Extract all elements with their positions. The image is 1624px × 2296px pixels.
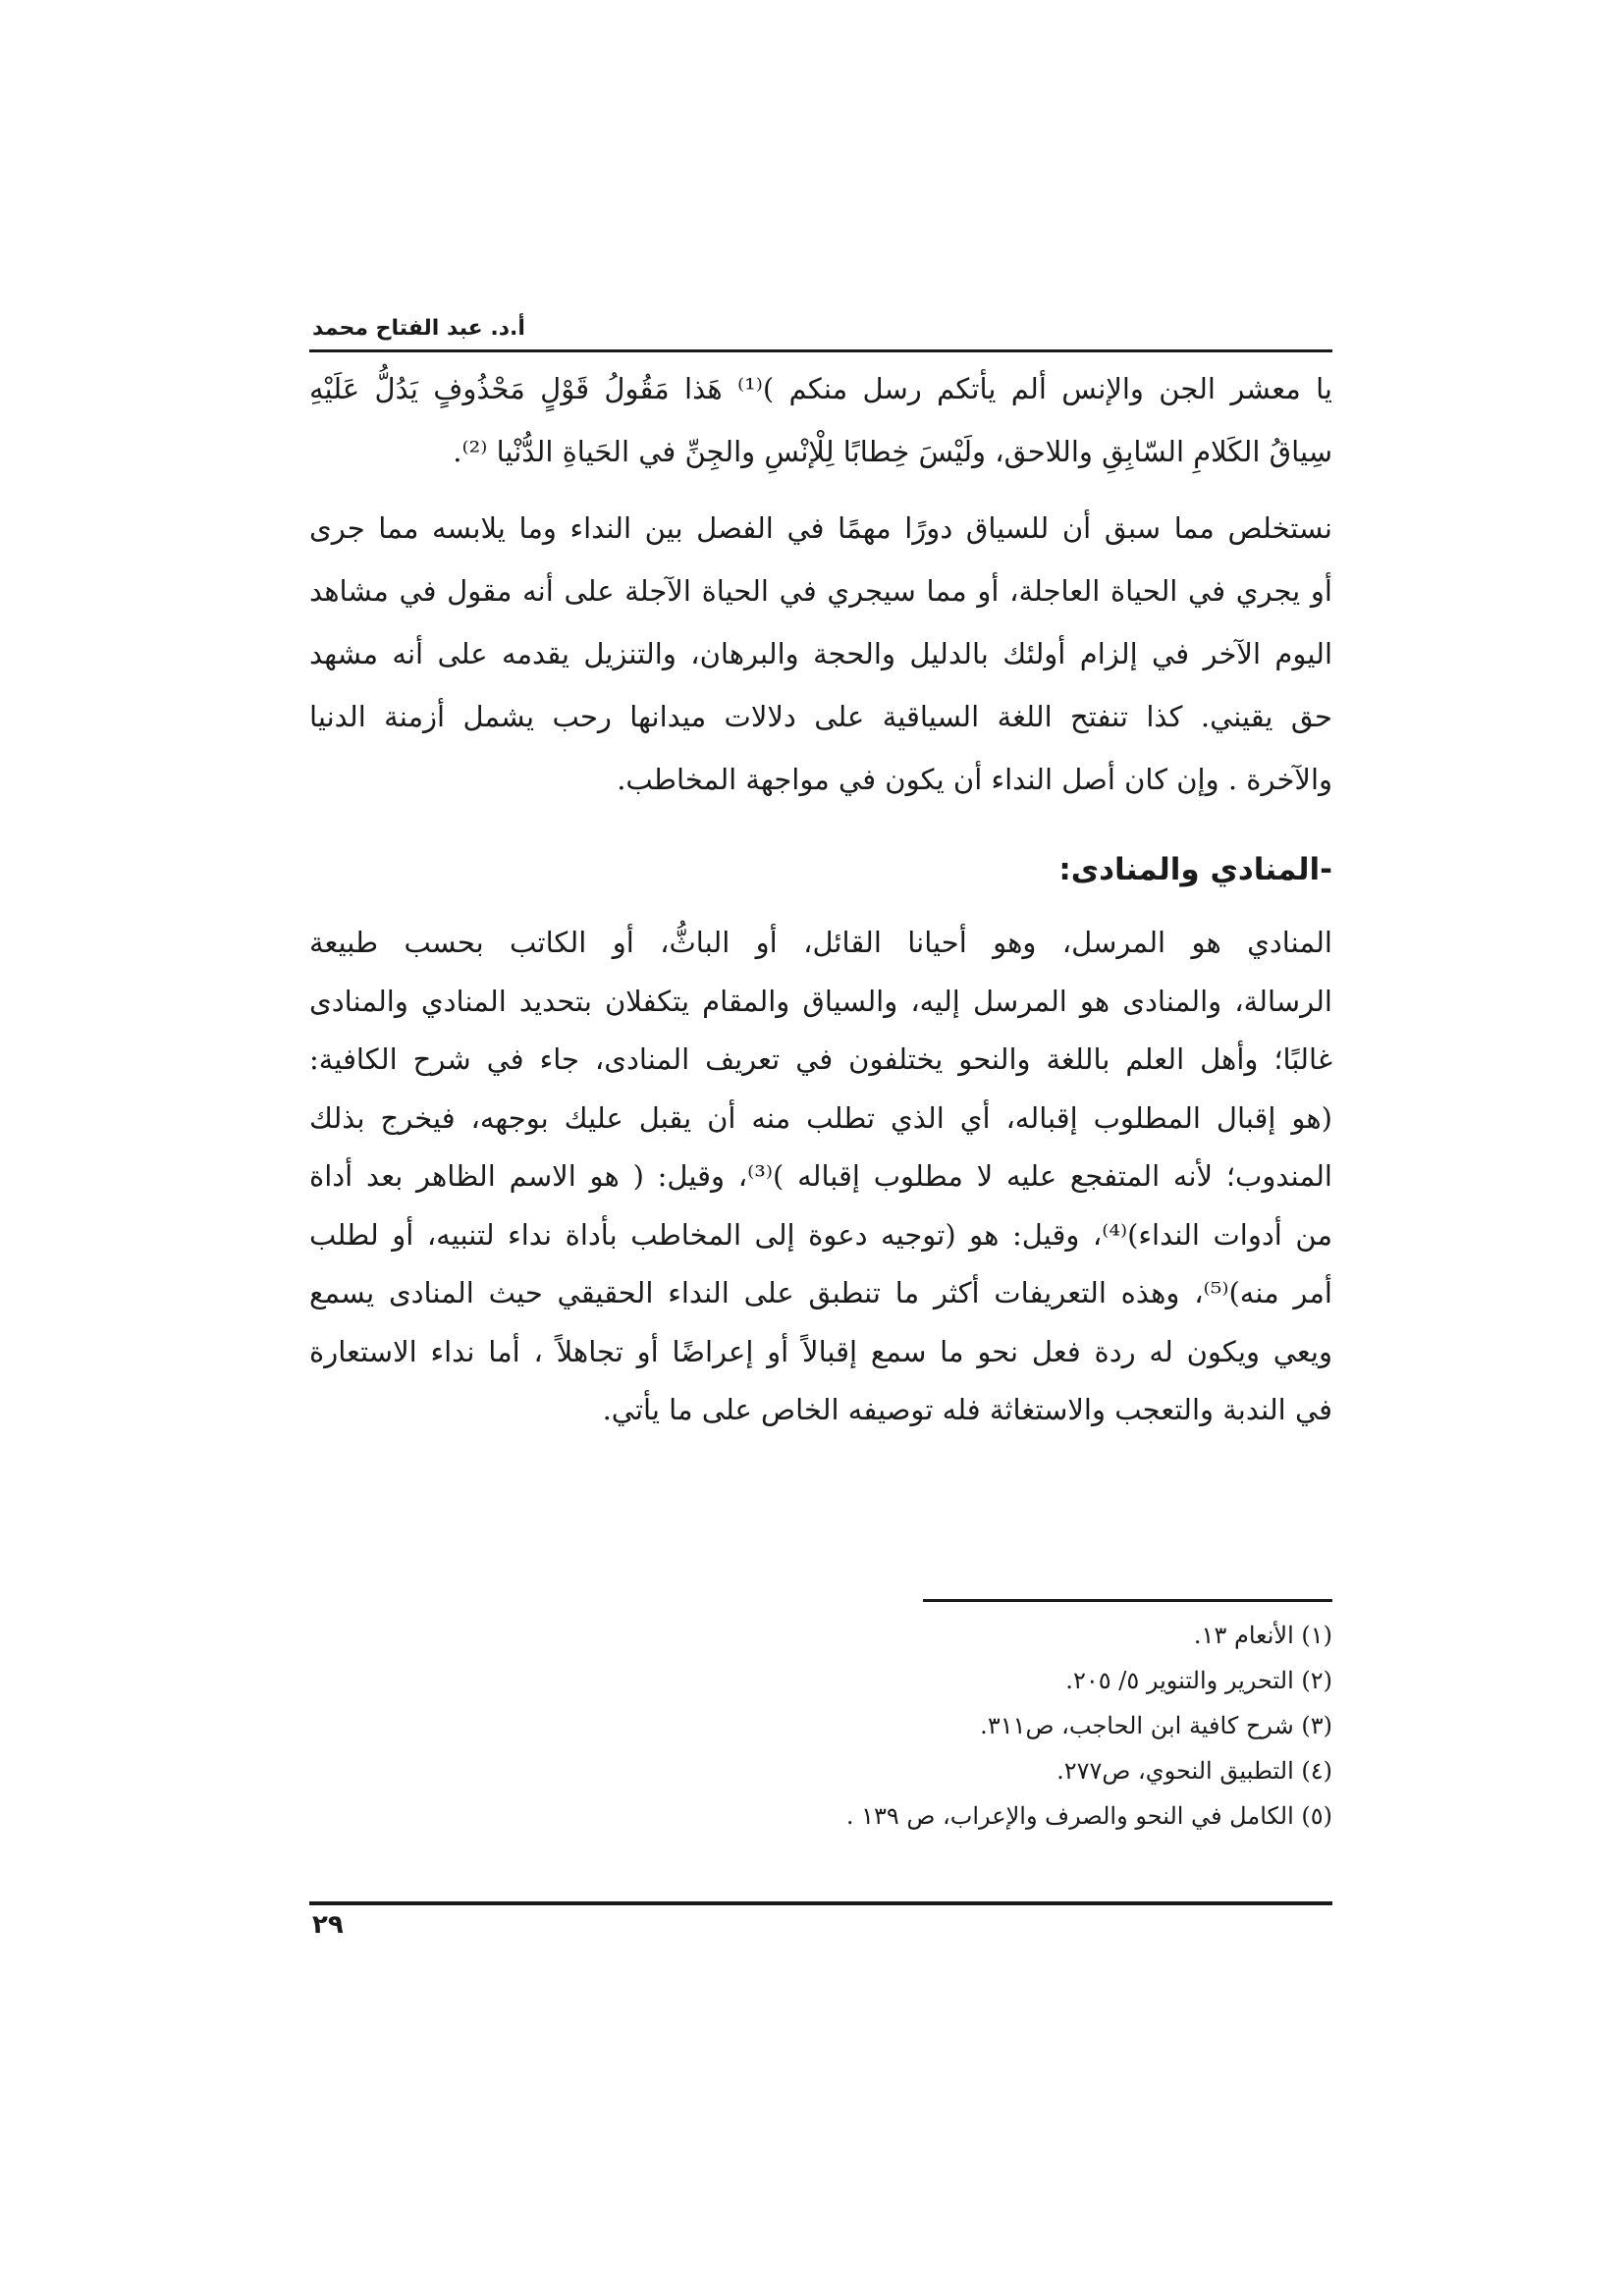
footnote-item: (٤) التطبيق النحوي، ص٢٧٧.: [1056, 1757, 1332, 1785]
summary-paragraph: [309, 497, 1332, 811]
text-line: حق يقيني. كذا تنفتح اللغة السياقية على دلالات ميدانها رحب يشمل أزمنة الدنيا: [309, 700, 1332, 733]
footnote-item: (٥) الكامل في النحو والصرف والإعراب، ص ١٣٩ .: [845, 1802, 1332, 1830]
text-line: أو يجري في الحياة العاجلة، أو مما سيجري في الحياة الآجلة على أنه مقول في مشاهد: [309, 574, 1332, 608]
text-line: المندوب؛ لأنه المتفجع عليه لا مطلوب إقباله )⁽³⁾، وقيل: ( هو الاسم الظاهر بعد أداة: [309, 1159, 1332, 1193]
section-heading: -المنادي والمنادى:: [1058, 852, 1332, 887]
footnote-separator: [923, 1599, 1332, 1602]
text-line: والآخرة . وإن كان أصل النداء أن يكون في مواجهة المخاطب.: [617, 763, 1332, 796]
continuation-paragraph: [309, 357, 1332, 483]
text-line: سِياقُ الكَلامِ السّابِقِ واللاحق، ولَيْسَ خِطابًا لِلْإنْسِ والجِنِّ في الحَياةِ الدُّنْيا ⁽²⁾.: [453, 435, 1332, 468]
footnote-item: (٢) التحرير والتنوير ٥/ ٢٠٥.: [1065, 1667, 1332, 1694]
running-header-author: أ.د. عبد الفتاح محمد: [312, 316, 525, 341]
text-line: غالبًا؛ وأهل العلم باللغة والنحو يختلفون في تعريف المنادى، جاء في شرح الكافية:: [309, 1042, 1332, 1076]
footnotes: [645, 1613, 1332, 1839]
footnote-item: (٣) شرح كافية ابن الحاجب، ص٣١١.: [980, 1712, 1332, 1739]
text-line: في الندبة والتعجب والاستغاثة فله توصيفه الخاص على ما يأتي.: [602, 1393, 1332, 1426]
text-line: أمر منه)⁽⁵⁾، وهذه التعريفات أكثر ما تنطبق على النداء الحقيقي حيث المنادى يسمع: [309, 1276, 1332, 1309]
page-number: ٢٩: [312, 1910, 344, 1940]
text-line: اليوم الآخر في إلزام أولئك بالدليل والحجة والبرهان، والتنزيل يقدمه على أنه مشهد: [309, 637, 1332, 670]
footnote-item: (١) الأنعام ١٣.: [1193, 1622, 1332, 1649]
text-line: ويعي ويكون له ردة فعل نحو ما سمع إقبالاً أو إعراضًا أو تجاهلاً ، أما نداء الاستعارة: [309, 1334, 1332, 1368]
text-line: المنادي هو المرسل، وهو أحيانا القائل، أو الباثُّ، أو الكاتب بحسب طبيعة: [309, 926, 1332, 959]
text-line: (هو إقبال المطلوب إقباله، أي الذي تطلب منه أن يقبل عليك بوجهه، فيخرج بذلك: [309, 1100, 1332, 1135]
footer-rule: [309, 1901, 1332, 1905]
text-line: الرسالة، والمنادى هو المرسل إليه، والسياق والمقام يتكفلان بتحديد المنادي والمنادى: [309, 984, 1332, 1018]
text-line: من أدوات النداء)⁽⁴⁾، وقيل: هو (توجيه دعوة إلى المخاطب بأداة نداء لتنبيه، أو لطلب: [309, 1217, 1332, 1252]
text-line: نستخلص مما سبق أن للسياق دورًا مهمًا في الفصل بين النداء وما يلابسه مما جرى: [309, 511, 1332, 545]
header-rule: [309, 349, 1332, 352]
text-line: يا معشر الجن والإنس ألم يأتكم رسل منكم )⁽¹⁾ هَذا مَقُولُ قَوْلٍ مَحْذُوفٍ يَدُلُّ عَلَيْهِ: [309, 372, 1332, 405]
section-body-paragraph: [309, 914, 1332, 1440]
